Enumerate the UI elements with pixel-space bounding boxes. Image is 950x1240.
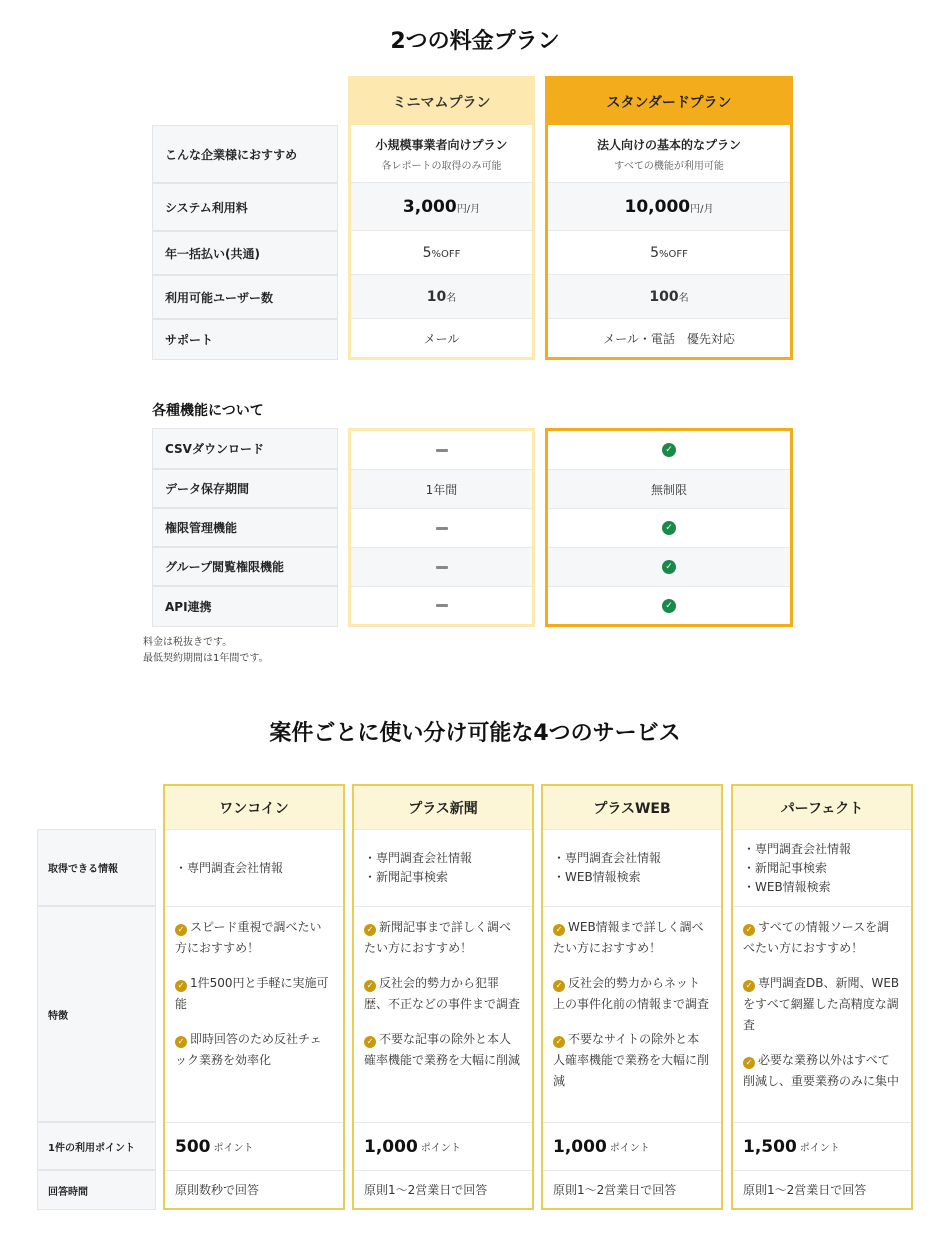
check-icon: ✓ [662, 521, 676, 535]
check-icon: ✓ [175, 924, 187, 936]
info-item: ・専門調査会社情報 [175, 860, 284, 875]
feature-item: ✓ 不要な記事の除外と本人確率機能で業務を大幅に削減 [364, 1032, 521, 1067]
minimum-fee-value: 3,000 [402, 196, 457, 217]
feature-item: ✓ 不要なサイトの除外と本人確率機能で業務を大幅に削減 [553, 1032, 710, 1088]
row-label-info: 取得できる情報 [37, 829, 156, 906]
standard-users [548, 275, 790, 319]
row-label-recommend: こんな企業様におすすめ [152, 125, 338, 183]
minimum-feature-api [351, 587, 532, 624]
feature-label-retention: データ保存期間 [152, 469, 338, 508]
check-icon: ✓ [553, 980, 565, 992]
pricing-notes [143, 635, 269, 667]
service-points: 1,000 ポイント [354, 1122, 532, 1170]
minimum-features-column [348, 428, 535, 627]
service-perfect [731, 784, 913, 1210]
feature-item: ✓ 即時回答のため反社チェック業務を効率化 [175, 1032, 322, 1067]
minimum-plan-name: ミニマムプラン [351, 79, 532, 125]
standard-fee [548, 183, 790, 231]
minimum-discount [351, 231, 532, 275]
standard-feature-api [548, 587, 790, 624]
standard-plan-name: スタンダードプラン [548, 79, 790, 125]
standard-feature-permission [548, 509, 790, 548]
feature-item: ✓ スピード重視で調べたい方におすすめ！ [175, 920, 322, 955]
feature-label-group: グループ閲覧権限機能 [152, 547, 338, 586]
standard-feature-retention: 無制限 [548, 470, 790, 509]
feature-item: ✓ 新聞記事まで詳しく調べたい方におすすめ！ [364, 920, 512, 955]
standard-fee-value: 10,000 [624, 196, 691, 217]
row-label-response: 回答時間 [37, 1170, 156, 1210]
service-plus-web [541, 784, 723, 1210]
feature-item: ✓ 必要な業務以外はすべて削減し、重要業務のみに集中 [743, 1053, 900, 1088]
service-features [733, 906, 911, 1122]
standard-discount-value: 5 [650, 244, 660, 261]
info-item: ・専門調査会社情報 [553, 851, 662, 865]
info-item: ・新聞記事検索 [364, 870, 449, 884]
check-icon: ✓ [175, 1036, 187, 1048]
service-features [543, 906, 721, 1122]
check-icon: ✓ [364, 924, 376, 936]
feature-item: ✓ 1件500円と手軽に実施可能 [175, 976, 329, 1011]
feature-item: ✓ 反社会的勢力からネット上の事件化前の情報まで調査 [553, 976, 710, 1011]
service-points: 1,000 ポイント [543, 1122, 721, 1170]
dash-icon [436, 566, 448, 569]
service-points: 1,500 ポイント [733, 1122, 911, 1170]
service-info [543, 829, 721, 906]
standard-users-value: 100 [649, 288, 679, 305]
service-info [165, 829, 343, 906]
row-label-points: 1件の利用ポイント [37, 1122, 156, 1170]
minimum-target [351, 125, 532, 183]
minimum-target-sub: 各レポートの取得のみ可能 [381, 160, 502, 172]
check-icon: ✓ [743, 924, 755, 936]
standard-features-column [545, 428, 793, 627]
feature-item: ✓ WEB情報まで詳しく調べたい方におすすめ！ [553, 920, 704, 955]
service-one-coin [163, 784, 345, 1210]
check-icon: ✓ [662, 599, 676, 613]
info-item: ・専門調査会社情報 [364, 851, 473, 865]
service-features [354, 906, 532, 1122]
minimum-discount-unit: %OFF [431, 248, 461, 260]
service-name: プラスWEB [543, 786, 721, 829]
dash-icon [436, 449, 448, 452]
service-name: プラス新聞 [354, 786, 532, 829]
minimum-discount-value: 5 [422, 244, 432, 261]
feature-item: ✓ 専門調査DB、新聞、WEBをすべて網羅した高精度な調査 [743, 976, 900, 1032]
dash-icon [436, 604, 448, 607]
dash-icon [436, 527, 448, 530]
minimum-feature-permission [351, 509, 532, 548]
standard-plan-column [545, 76, 793, 360]
minimum-users-value: 10 [426, 288, 447, 305]
minimum-fee-unit: 円/月 [456, 203, 481, 215]
check-icon: ✓ [364, 1036, 376, 1048]
plans-title: 2つの料金プラン [390, 29, 560, 54]
check-icon: ✓ [743, 1057, 755, 1069]
info-item: ・専門調査会社情報 [743, 841, 852, 856]
row-label-fee: システム利用料 [152, 183, 338, 231]
note-tax: 料金は税抜きです。 [143, 637, 233, 648]
service-info [733, 829, 911, 906]
service-response: 原則1～2営業日で回答 [354, 1170, 532, 1208]
info-item: ・WEB情報検索 [743, 879, 831, 894]
standard-feature-csv [548, 431, 790, 470]
minimum-feature-retention: 1年間 [351, 470, 532, 509]
check-icon: ✓ [175, 980, 187, 992]
row-label-support: サポート [152, 319, 338, 360]
features-title: 各種機能について [152, 403, 264, 419]
service-name: パーフェクト [733, 786, 911, 829]
service-response: 原則数秒で回答 [165, 1170, 343, 1208]
check-icon: ✓ [743, 980, 755, 992]
check-icon: ✓ [662, 560, 676, 574]
feature-item: ✓ 反社会的勢力から犯罪歴、不正などの事件まで調査 [364, 976, 521, 1011]
check-icon: ✓ [553, 1036, 565, 1048]
info-item: ・WEB情報検索 [553, 870, 641, 884]
standard-target-title: 法人向けの基本的なプラン [596, 137, 741, 152]
feature-label-api: API連携 [152, 586, 338, 627]
service-info [354, 829, 532, 906]
standard-feature-group [548, 548, 790, 587]
minimum-users-unit: 名 [446, 292, 457, 304]
check-icon: ✓ [662, 443, 676, 457]
check-icon: ✓ [364, 980, 376, 992]
standard-target-sub: すべての機能が利用可能 [614, 160, 724, 172]
standard-support: メール・電話 優先対応 [603, 331, 735, 346]
row-label-annual: 年一括払い(共通) [152, 231, 338, 275]
standard-fee-unit: 円/月 [690, 203, 714, 215]
standard-discount [548, 231, 790, 275]
service-plus-newspaper [352, 784, 534, 1210]
minimum-users [351, 275, 532, 319]
info-item: ・新聞記事検索 [743, 860, 828, 875]
minimum-plan-column [348, 76, 535, 360]
standard-target [548, 125, 790, 183]
feature-label-permission: 権限管理機能 [152, 508, 338, 547]
check-icon: ✓ [553, 924, 565, 936]
note-contract: 最低契約期間は1年間です。 [143, 653, 269, 664]
row-label-users: 利用可能ユーザー数 [152, 275, 338, 319]
minimum-feature-group [351, 548, 532, 587]
minimum-target-title: 小規模事業者向けプラン [375, 137, 508, 152]
row-label-features: 特徴 [37, 906, 156, 1122]
standard-users-unit: 名 [678, 292, 689, 304]
minimum-support: メール [423, 331, 460, 346]
service-points: 500 ポイント [165, 1122, 343, 1170]
feature-label-csv: CSVダウンロード [152, 428, 338, 469]
service-name: ワンコイン [165, 786, 343, 829]
service-features [165, 906, 343, 1122]
service-response: 原則1～2営業日で回答 [543, 1170, 721, 1208]
standard-discount-unit: %OFF [659, 248, 688, 260]
feature-item: ✓ すべての情報ソースを調べたい方におすすめ！ [743, 920, 890, 955]
minimum-fee [351, 183, 532, 231]
service-response: 原則1～2営業日で回答 [733, 1170, 911, 1208]
services-title: 案件ごとに使い分け可能な4つのサービス [269, 721, 681, 746]
minimum-feature-csv [351, 431, 532, 470]
